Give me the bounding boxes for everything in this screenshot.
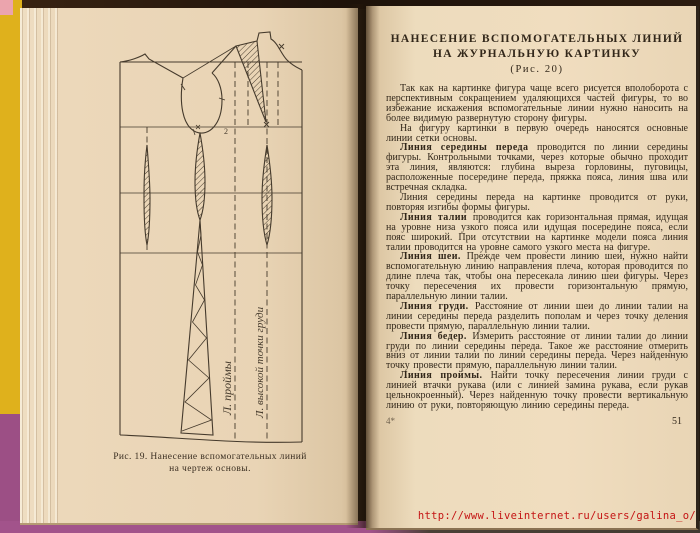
watermark-url: http://www.liveinternet.ru/users/galina_o/: [417, 510, 696, 522]
page-footer: [386, 416, 688, 427]
page-edge-stack: [20, 8, 62, 523]
paragraph: Линия бедер. Измерить расстояние от линии талии до линии груди по линии середины переда. Такое же расстояние отмерить вниз от линии талии по линии середины переда. Через найденную точку провести прямую, параллельную линии талии.: [386, 330, 688, 372]
armhole-curve: [181, 73, 222, 133]
page-number: 51: [672, 415, 682, 427]
right-page-text: [386, 32, 688, 427]
section-heading: НАНЕСЕНИЕ ВСПОМОГАТЕЛЬНЫХ ЛИНИЙ НА ЖУРНАЛЬНУЮ КАРТИНКУ: [390, 33, 684, 60]
back-shoulder-line: [120, 54, 183, 78]
front-neck-curve: [257, 32, 302, 70]
paragraph: Линия талии проводится как горизонтальная прямая, идущая на уровне низа узкого пояса или идущая посередине пояса, если пояс широкий. При отсутствии на картинке модели пояса линия талии проводится на уровне самого узкого места на фигуре.: [386, 211, 689, 253]
x-mark: [264, 122, 269, 127]
pink-corner: [0, 0, 13, 15]
purple-cover-strip: [0, 414, 20, 533]
bust-point-line-label: Л. высокой точки груди: [254, 306, 266, 418]
paragraph: Так как на картинке фигура чаще всего рисуется вполоборота с перспективным сокращением удаляющихся частей фигуры, то во избежание искажения вспомогательные линии нужно наносить на более видимую развернутую сторону фигуры.: [386, 83, 688, 124]
hem-line: [120, 435, 302, 442]
paragraph: На фигуру картинки в первую очередь наносятся основные линии сетки основы.: [386, 122, 688, 144]
yellow-cover-strip: [0, 0, 22, 420]
mark-2: 2: [224, 127, 228, 136]
pattern-diagram: [85, 30, 335, 445]
left-waist-dart: [144, 145, 150, 245]
armhole-line-label: Л. проймы: [220, 361, 234, 415]
center-waist-dart: [195, 133, 205, 220]
left-page: [20, 8, 358, 525]
paragraph: Линия середины переда проводится по линии середины фигуры. Контрольными точками, через которые обычно проходит эта линия, являются: глубина выреза горловины, пуговицы, расположенные посередине переда, пряжка пояса, линия шва или встречная складка.: [386, 142, 688, 194]
signature-mark: 4*: [386, 415, 395, 426]
book-gutter-shadow: [346, 4, 380, 528]
figure-reference: (Рис. 20): [510, 64, 564, 75]
x-mark: [279, 44, 284, 49]
paragraph: Линия середины переда на картинке проводится от руки, повторяя изгибы формы фигуры.: [386, 191, 688, 213]
right-waist-dart: [262, 145, 272, 245]
figure-caption: [70, 451, 350, 475]
shoulder-dart: [236, 41, 266, 122]
right-page: [366, 6, 699, 530]
front-shoulder-line: [212, 46, 236, 73]
figure-caption-line2: на чертеж основы.: [169, 464, 251, 474]
figure-caption-line1: Рис. 19. Нанесение вспомогательных линий: [113, 452, 307, 462]
paragraph: Линия груди. Расстояние от линии шеи до линии талии на линии середины переда разделить пополам и через точку деления провести прямую, параллельную линии талии.: [386, 300, 689, 332]
paragraph: Линия шеи. Прежде чем провести линию шеи, нужно найти вспомогательную линию направления плеча, которая проводится по длине плеча так, чтобы она пересекала линию шеи фигуры. Через точку пересечения их провести горизонтальную прямую, параллельную линии талии.: [386, 251, 688, 303]
paragraph: Линия проймы. Найти точку пересечения линии груди с линией втачки рукава (или с линией замина рукава, если рукав цельнокроенный). Через найденную точку провести вертикальную линию от руки, повторяющую линию середины переда.: [386, 370, 688, 411]
